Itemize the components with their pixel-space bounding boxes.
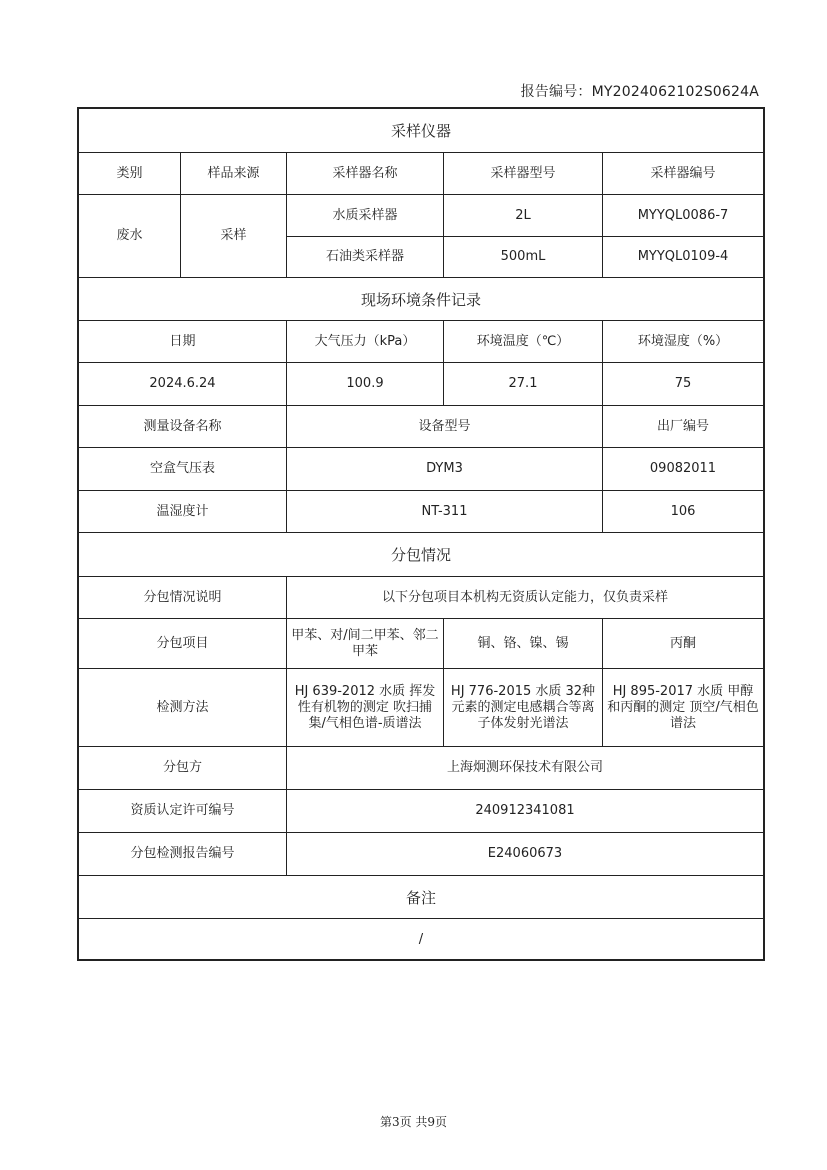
report-table (77, 107, 765, 961)
subcontract-license-value: 240912341081 (475, 803, 575, 818)
environment-header-row (79, 321, 763, 363)
table-row (287, 237, 763, 277)
table-row (79, 491, 763, 533)
section-title-remarks: 备注 (79, 876, 763, 919)
subcontract-item: 铜、铬、镍、锡 (444, 619, 603, 668)
sampling-header-row (79, 153, 763, 195)
header-source: 样品来源 (181, 153, 287, 194)
subcontract-report-row (79, 833, 763, 876)
equipment-model: DYM3 (287, 448, 603, 490)
equipment-name: 温湿度计 (79, 491, 287, 532)
table-row (79, 448, 763, 491)
subcontract-method: HJ 776-2015 水质 32种元素的测定电感耦合等离子体发射光谱法 (444, 669, 603, 746)
subcontract-report-value: E24060673 (487, 846, 563, 861)
subcontract-desc-row (79, 577, 763, 619)
subcontract-method: HJ 639-2012 水质 挥发性有机物的测定 吹扫捕集/气相色谱-质谱法 (287, 669, 444, 746)
subcontract-party-row (79, 747, 763, 790)
header-equipment-serial: 出厂编号 (656, 418, 709, 434)
value-date: 2024.6.24 (79, 363, 287, 405)
header-sampler-model: 采样器型号 (444, 153, 603, 194)
sampling-source: 采样 (181, 195, 287, 277)
equipment-serial: 09082011 (649, 461, 717, 476)
header-sampler-name: 采样器名称 (287, 153, 444, 194)
section-title-environment: 现场环境条件记录 (79, 278, 763, 321)
subcontract-desc-value: 以下分包项目本机构无资质认定能力，仅负责采样 (381, 589, 668, 605)
sampler-list (287, 195, 763, 277)
section-title-subcontract: 分包情况 (79, 533, 763, 577)
equipment-serial: 106 (670, 503, 696, 519)
subcontract-items-row (79, 619, 763, 669)
sampler-number: MYYQL0109-4 (637, 249, 729, 264)
header-category: 类别 (79, 153, 181, 194)
subcontract-desc-label: 分包情况说明 (79, 577, 287, 618)
section-title-sampling: 采样仪器 (79, 109, 763, 153)
sampler-name: 水质采样器 (287, 195, 444, 236)
value-humidity: 75 (674, 376, 692, 391)
header-date: 日期 (79, 321, 287, 362)
subcontract-method: HJ 895-2017 水质 甲醇和丙酮的测定 顶空/气相色谱法 (607, 683, 759, 731)
sampling-data-block (79, 195, 763, 278)
sampler-model: 2L (444, 195, 603, 236)
subcontract-item: 甲苯、对/间二甲苯、邻二甲苯 (287, 619, 444, 668)
header-humidity: 环境湿度（%） (637, 333, 729, 349)
subcontract-license-label: 资质认定许可编号 (79, 790, 287, 832)
subcontract-license-row (79, 790, 763, 833)
equipment-name: 空盒气压表 (79, 448, 287, 490)
header-sampler-number: 采样器编号 (650, 165, 716, 181)
value-temperature: 27.1 (444, 363, 603, 405)
subcontract-item: 丙酮 (669, 635, 696, 651)
table-row (287, 195, 763, 237)
subcontract-party-label: 分包方 (79, 747, 287, 789)
environment-values-row (79, 363, 763, 406)
value-pressure: 100.9 (287, 363, 444, 405)
subcontract-report-label: 分包检测报告编号 (79, 833, 287, 875)
subcontract-items-label: 分包项目 (79, 619, 287, 668)
remarks-value: / (418, 931, 424, 947)
header-equipment-name: 测量设备名称 (79, 406, 287, 447)
subcontract-method-label: 检测方法 (79, 669, 287, 746)
sampler-model: 500mL (444, 237, 603, 277)
sampler-number: MYYQL0086-7 (637, 207, 729, 223)
header-pressure: 大气压力（kPa） (287, 321, 444, 362)
subcontract-methods-row (79, 669, 763, 747)
sampling-category: 废水 (79, 195, 181, 277)
subcontract-party-value: 上海炯测环保技术有限公司 (446, 760, 603, 775)
equipment-header-row (79, 406, 763, 448)
header-temperature: 环境温度（℃） (444, 321, 603, 362)
page-footer: 第3页 共9页 (379, 1115, 448, 1129)
equipment-model: NT-311 (287, 491, 603, 532)
sampler-name: 石油类采样器 (287, 237, 444, 277)
header-equipment-model: 设备型号 (287, 406, 603, 447)
report-number: 报告编号：MY2024062102S0624A (520, 84, 759, 100)
